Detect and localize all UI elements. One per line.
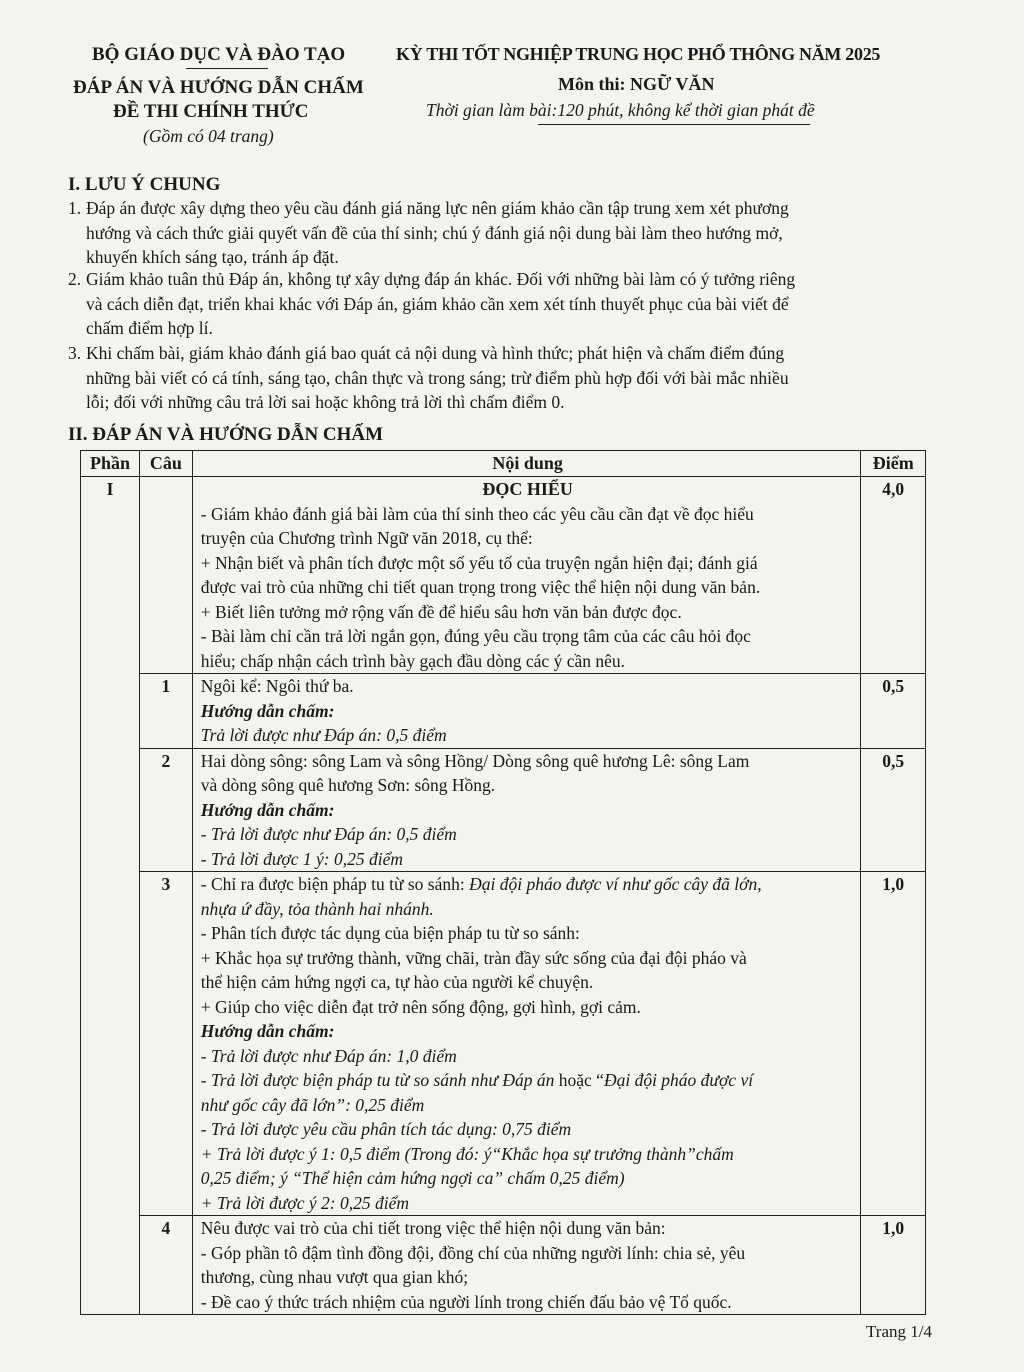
guide-text: - Trả lời được biện pháp tu từ so sánh như Đáp án: [200, 1070, 559, 1090]
question-score-cell: [861, 674, 926, 749]
guide-label: Hướng dẫn chấm:: [200, 700, 335, 721]
content-line: + Nhận biết và phân tích được một số yếu tố của truyện ngắn hiện đại; đánh giá: [200, 552, 758, 573]
question-number: 2: [161, 750, 171, 771]
content-line: + Biết liên tưởng mở rộng vấn đề để hiểu sâu hơn văn bản được đọc.: [200, 601, 682, 622]
note-line: Giám khảo tuân thủ Đáp án, không tự xây dựng đáp án khác. Đối với những bài làm có ý tưởng riêng: [86, 269, 796, 289]
part-cell: [81, 477, 140, 1315]
guide-line: - Trả lời được như Đáp án: 0,5 điểm: [200, 824, 457, 844]
time-underline: [538, 124, 810, 125]
guide-line: - Trả lời được yêu cầu phân tích tác dụng: 0,75 điểm: [200, 1119, 572, 1139]
score-value: 0,5: [882, 750, 905, 771]
guide-line: - Trả lời được 1 ý: 0,25 điểm: [200, 848, 404, 869]
note-line: Đáp án được xây dựng theo yêu cầu đánh giá năng lực nên giám khảo cần tập trung xem xét phương: [86, 198, 789, 218]
note-line: những bài viết có cá tính, sáng tạo, chân thực và trong sáng; trừ điểm phù hợp đối với bài mắc nhiều: [86, 367, 789, 388]
header-diem: Điểm: [861, 451, 926, 477]
header-phan: Phần: [81, 451, 140, 477]
score-value: 1,0: [882, 1218, 905, 1238]
answer-line: Hai dòng sông: sông Lam và sông Hồng/ Dòng sông quê hương Lê: sông Lam: [200, 750, 750, 771]
answer-line: + Khắc họa sự trưởng thành, vững chãi, tràn đầy sức sống của đại đội pháo và: [200, 947, 747, 968]
guide-label: Hướng dẫn chấm:: [200, 1021, 335, 1041]
table-row: [81, 872, 926, 1216]
question-content-cell: [192, 872, 861, 1216]
score-value: 0,5: [882, 676, 905, 696]
pages-note: (Gồm có 04 trang): [143, 126, 274, 146]
note-item-1: [68, 196, 928, 270]
guide-text: hoặc “: [558, 1070, 604, 1090]
answer-quote: nhựa ứ đầy, tỏa thành hai nhánh.: [200, 898, 434, 919]
question-number-cell: [140, 872, 193, 1216]
note-item-number: 2.: [68, 269, 82, 289]
answer-line: [201, 872, 855, 897]
answer-quote: Đại đội pháo được ví như gốc cây đã lớn,: [469, 874, 762, 894]
question-number: 1: [161, 676, 171, 696]
guide-label: Hướng dẫn chấm:: [200, 799, 335, 820]
section-2-title: II. ĐÁP ÁN VÀ HƯỚNG DẪN CHẤM: [68, 424, 384, 445]
exam-time-note: Thời gian làm bài:120 phút, không kể thời gian phát đề: [426, 100, 815, 120]
question-score-cell: [861, 1216, 926, 1315]
answer-line: - Góp phần tô đậm tình đồng đội, đồng chí của những người lính: chia sẻ, yêu: [200, 1242, 746, 1263]
part-score-cell: [861, 477, 926, 674]
content-line: truyện của Chương trình Ngữ văn 2018, cụ thể:: [200, 528, 533, 548]
question-score-cell: [861, 748, 926, 872]
guide-line: [201, 1068, 855, 1093]
answer-line: và dòng sông quê hương Sơn: sông Hồng.: [200, 775, 496, 795]
part-content-cell: [192, 477, 861, 674]
guide-line: Trả lời được như Đáp án: 0,5 điểm: [200, 725, 447, 745]
note-line: chấm điểm hợp lí.: [86, 318, 213, 338]
exam-subject: Môn thi: NGỮ VĂN: [558, 74, 715, 94]
guide-line: như gốc cây đã lớn”: 0,25 điểm: [200, 1094, 425, 1115]
content-line: - Bài làm chỉ cần trả lời ngắn gọn, đúng yêu cầu trọng tâm của các câu hỏi đọc: [200, 626, 751, 646]
content-line: được vai trò của những chi tiết quan trọng trong việc thể hiện nội dung văn bản.: [200, 577, 761, 597]
note-line: hướng và cách thức giải quyết vấn đề của thí sinh; chú ý đánh giá nội dung bài làm theo hướng mở,: [86, 222, 783, 243]
content-line: hiểu; chấp nhận cách trình bày gạch đầu dòng các ý cần nêu.: [200, 650, 625, 671]
note-item-number: 1.: [68, 198, 82, 218]
question-score-cell: [861, 872, 926, 1216]
score-value: 4,0: [882, 479, 905, 499]
note-item-number: 3.: [68, 343, 82, 363]
answer-line: Nêu được vai trò của chi tiết trong việc thể hiện nội dung văn bản:: [200, 1218, 666, 1238]
part-heading: ĐỌC HIỂU: [482, 479, 573, 499]
answer-line: - Đề cao ý thức trách nhiệm của người lính trong chiến đấu bảo vệ Tổ quốc.: [200, 1291, 732, 1312]
doc-title: ĐÁP ÁN VÀ HƯỚNG DẪN CHẤM: [73, 77, 364, 98]
answer-line: + Giúp cho việc diễn đạt trở nên sống động, gợi hình, gợi cảm.: [200, 996, 641, 1017]
doc-subtitle: ĐỀ THI CHÍNH THỨC: [113, 101, 309, 122]
section-1-title: I. LƯU Ý CHUNG: [68, 174, 221, 195]
question-number-cell: [140, 748, 193, 872]
table-row: [81, 674, 926, 749]
empty-cau-cell: [140, 477, 193, 674]
part-number: I: [106, 479, 114, 499]
answer-line: thể hiện cảm hứng ngợi ca, tự hào của người kể chuyện.: [200, 972, 594, 992]
guide-line: - Trả lời được như Đáp án: 1,0 điểm: [200, 1045, 457, 1066]
guide-line: 0,25 điểm; ý “Thể hiện cảm hứng ngợi ca” chấm 0,25 điểm): [200, 1168, 625, 1188]
question-number: 3: [161, 874, 171, 894]
header-noi-dung: Nội dung: [192, 451, 861, 477]
note-item-3: [68, 341, 928, 415]
answer-line: - Phân tích được tác dụng của biện pháp tu từ so sánh:: [200, 923, 580, 943]
table-row: [81, 477, 926, 674]
question-number-cell: [140, 674, 193, 749]
answer-line: thương, cùng nhau vượt qua gian khó;: [200, 1267, 469, 1287]
question-content-cell: [192, 748, 861, 872]
note-line: và cách diễn đạt, triển khai khác với Đáp án, giám khảo cần xem xét tính thuyết phục của bài viết để: [86, 293, 789, 314]
page-number: Trang 1/4: [866, 1322, 932, 1341]
note-line: khuyến khích sáng tạo, tránh áp đặt.: [86, 247, 339, 267]
answer-line: Ngôi kể: Ngôi thứ ba.: [200, 676, 354, 696]
ministry-name: BỘ GIÁO DỤC VÀ ĐÀO TẠO: [92, 44, 346, 65]
note-item-2: [68, 267, 928, 341]
answer-text: - Chỉ ra được biện pháp tu từ so sánh:: [200, 874, 470, 894]
ministry-underline: [186, 68, 268, 69]
header-cau: Câu: [140, 451, 193, 477]
guide-line: + Trả lời được ý 2: 0,25 điểm: [200, 1192, 410, 1213]
answer-table: [80, 450, 926, 1315]
content-line: - Giám khảo đánh giá bài làm của thí sinh theo các yêu cầu cần đạt về đọc hiểu: [200, 503, 754, 524]
table-row: [81, 748, 926, 872]
guide-line: + Trả lời được ý 1: 0,5 điểm (Trong đó: ý“Khắc họa sự trưởng thành”chấm: [200, 1143, 734, 1164]
exam-name: KỲ THI TỐT NGHIỆP TRUNG HỌC PHỔ THÔNG NĂM 2025: [396, 44, 881, 64]
question-content-cell: [192, 674, 861, 749]
guide-text: Đại đội pháo được ví: [603, 1070, 754, 1090]
question-content-cell: [192, 1216, 861, 1315]
question-number: 4: [161, 1218, 171, 1238]
table-header-row: [81, 451, 926, 477]
table-row: [81, 1216, 926, 1315]
note-line: Khi chấm bài, giám khảo đánh giá bao quát cả nội dung và hình thức; phát hiện và chấm điểm đúng: [86, 343, 785, 363]
score-value: 1,0: [882, 874, 905, 894]
note-line: lỗi; đối với những câu trả lời sai hoặc không trả lời thì chấm điểm 0.: [86, 392, 565, 412]
question-number-cell: [140, 1216, 193, 1315]
